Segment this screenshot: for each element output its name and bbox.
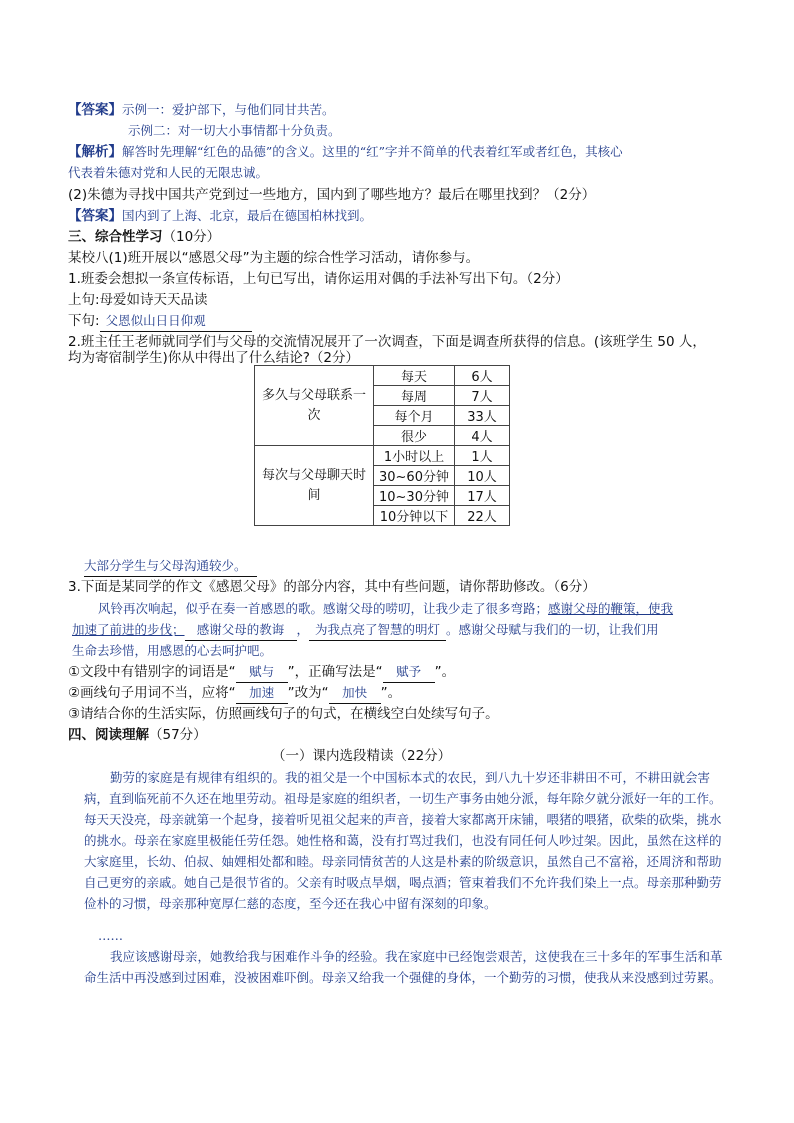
section-4-title — [68, 725, 207, 745]
upper-text: 母爱如诗天天品读 — [99, 292, 208, 308]
group-1-label — [255, 366, 374, 446]
question-3-1: 1.班委会想拟一条宣传标语，上句已写出，请你运用对偶的手法补写出下句。（2分） — [68, 271, 569, 287]
table-cell-count: 4人 — [455, 426, 510, 446]
answer-example-2: 示例二：对一切大小事情都十分负责。 — [128, 123, 341, 138]
lower-couplet — [68, 311, 252, 332]
subsection-1-title: （一）课内选段精读（22分） — [272, 748, 452, 764]
analysis-line-1 — [68, 142, 623, 162]
group-2-label — [255, 446, 374, 526]
conclusion-answer — [84, 556, 257, 577]
analysis-text-1: 解答时先理解“红色的品德”的含义。这里的“红”字并不简单的代表着红军或者红色，其核心 — [122, 144, 623, 159]
essay-line-1 — [98, 599, 673, 619]
section-3-score: （10分） — [162, 229, 221, 245]
passage-paragraph-1: 勤劳的家庭是有规律有组织的。我的祖父是一个中国标本式的农民，到八九十岁还非耕田不可，不耕田就会害病，直到临死前不久还在地里劳动。祖母是家庭的组织者，一切生产事务由她分派，每年除夕就分派好一年的工作。每天天没亮，母亲就第一个起身，接着听见祖父起来的声音，接着大家都离开床铺，喂猪的喂猪，砍柴的砍柴，挑水的挑水。母亲在家庭里极能任劳任怨。她性格和蔼，没有打骂过我们，也没有同任何人吵过架。因此，虽然在这样的大家庭里，长幼、伯叔、妯娌相处都和睦。母亲同情贫苦的人这是朴素的阶级意识，虽然自己不富裕，还周济和帮助自己更穷的亲戚。她自己是很节省的。父亲有时吸点旱烟，喝点酒；管束着我们不允许我们染上一点。母亲那种勤劳俭朴的习惯，母亲那种宽厚仁慈的态度，至今还在我心中留有深刻的印象。 — [84, 770, 722, 911]
answer-tag: 【答案】 — [68, 102, 122, 118]
answer-tag: 【答案】 — [68, 208, 122, 224]
s1-mid: ”，正确写法是“ — [287, 664, 383, 680]
analysis-tag: 【解析】 — [68, 144, 122, 160]
section-3-title-text: 三、综合性学习 — [68, 229, 163, 245]
table-cell-item: 每天 — [374, 366, 455, 386]
subquestion-2 — [68, 683, 401, 704]
table-cell-item: 很少 — [374, 426, 455, 446]
table-cell-count: 22人 — [455, 506, 510, 526]
s2-right: 加快 — [329, 683, 381, 704]
table-cell-item: 每个月 — [374, 406, 455, 426]
table-cell-item: 每周 — [374, 386, 455, 406]
answer-1-line-2 — [128, 121, 341, 141]
section-3-title — [68, 227, 220, 247]
section-4-title-text: 四、阅读理解 — [68, 727, 149, 743]
question-3-2-line-1: 2.班主任王老师就同学们与父母的交流情况展开了一次调查，下面是调查所获得的信息。(该班学生 50 人， — [68, 334, 706, 350]
table-cell-item: 10~30分钟 — [374, 486, 455, 506]
upper-couplet — [68, 290, 208, 310]
table-cell-item: 1小时以上 — [374, 446, 455, 466]
table-cell-item: 30~60分钟 — [374, 466, 455, 486]
essay-fill-2: 为我点亮了智慧的明灯 — [309, 620, 446, 641]
answer-1-line-1 — [68, 100, 335, 120]
passage-ellipsis: …… — [98, 928, 123, 943]
s2-post: ”。 — [380, 685, 402, 701]
section-3-intro: 某校八(1)班开展以“感恩父母”为主题的综合性学习活动，请你参与。 — [68, 250, 480, 266]
essay-line-2: 加速了前进的步伐； 感谢父母的教诲 ， 为我点亮了智慧的明灯 。感谢父母赋与我们的一切，让我们用 — [72, 620, 659, 641]
answer-2-line — [68, 206, 372, 226]
subquestion-3: ③请结合你的生活实际，仿照画线句子的句式，在横线空白处续写句子。 — [68, 706, 499, 722]
lower-answer: 父恩似山日日仰观 — [100, 311, 252, 332]
table-row — [255, 446, 510, 466]
analysis-line-2 — [68, 163, 268, 183]
table-cell-count: 10人 — [455, 466, 510, 486]
group-1-label-a: 多久与父母联系一 — [261, 387, 366, 403]
upper-label: 上句: — [68, 292, 100, 308]
s1-post: ”。 — [434, 664, 456, 680]
essay-underlined-sentence: 感谢父母的鞭策，使我 — [548, 601, 674, 616]
essay-text: 。感谢父母赋与我们的一切，让我们用 — [446, 622, 659, 637]
passage-paragraph-2: 我应该感谢母亲，她教给我与困难作斗争的经验。我在家庭中已经饱尝艰苦，这使我在三十多年的军事生活和革命生活中再没感到过困难，没被困难吓倒。母亲又给我一个强健的身体，一个勤劳的习惯，使我从来没感到过劳累。 — [84, 949, 723, 985]
s2-mid: ”改为“ — [287, 685, 329, 701]
group-2-label-b: 间 — [307, 487, 321, 503]
s2-wrong: 加速 — [236, 683, 288, 704]
table-cell-count: 1人 — [455, 446, 510, 466]
answer-example-1: 示例一：爱护部下，与他们同甘共苦。 — [122, 102, 335, 117]
lower-label: 下句: — [68, 313, 100, 329]
table-cell-item: 10分钟以下 — [374, 506, 455, 526]
essay-line-3: 生命去珍惜，用感恩的心去呵护吧。 — [72, 643, 273, 658]
conclusion-text: 大部分学生与父母沟通较少。 — [84, 558, 247, 573]
survey-table — [254, 365, 510, 526]
table-cell-count: 7人 — [455, 386, 510, 406]
table-cell-count: 6人 — [455, 366, 510, 386]
table-row — [255, 366, 510, 386]
s1-right: 赋予 — [383, 662, 435, 683]
group-2-label-a: 每次与父母聊天时 — [261, 467, 366, 483]
table-cell-count: 17人 — [455, 486, 510, 506]
s2-pre: ②画线句子用词不当，应将“ — [68, 685, 236, 701]
s1-pre: ①文段中有错别字的词语是“ — [68, 664, 236, 680]
section-4-score: （57分） — [149, 727, 207, 743]
group-1-label-b: 次 — [307, 407, 321, 423]
question-3-3: 3.下面是某同学的作文《感恩父母》的部分内容，其中有些问题，请你帮助修改。（6分） — [68, 579, 596, 595]
answer-2-text: 国内到了上海、北京，最后在德国柏林找到。 — [122, 208, 373, 223]
essay-fill-1: 感谢父母的教诲 — [185, 620, 297, 641]
essay-underlined-sentence-end: 加速了前进的步伐； — [72, 622, 185, 637]
question-2: (2)朱德为寻找中国共产党到过一些地方，国内到了哪些地方？最后在哪里找到？（2分） — [68, 187, 596, 203]
table-cell-count: 33人 — [455, 406, 510, 426]
essay-text: 风铃再次响起，似乎在奏一首感恩的歌。感谢父母的唠叨，让我少走了很多弯路； — [98, 601, 549, 616]
s1-wrong: 赋与 — [236, 662, 288, 683]
analysis-text-2: 代表着朱德对党和人民的无限忠诚。 — [68, 165, 269, 180]
subquestion-1 — [68, 662, 455, 683]
question-3-2-line-2: 均为寄宿制学生)你从中得出了什么结论?（2分） — [68, 350, 360, 366]
